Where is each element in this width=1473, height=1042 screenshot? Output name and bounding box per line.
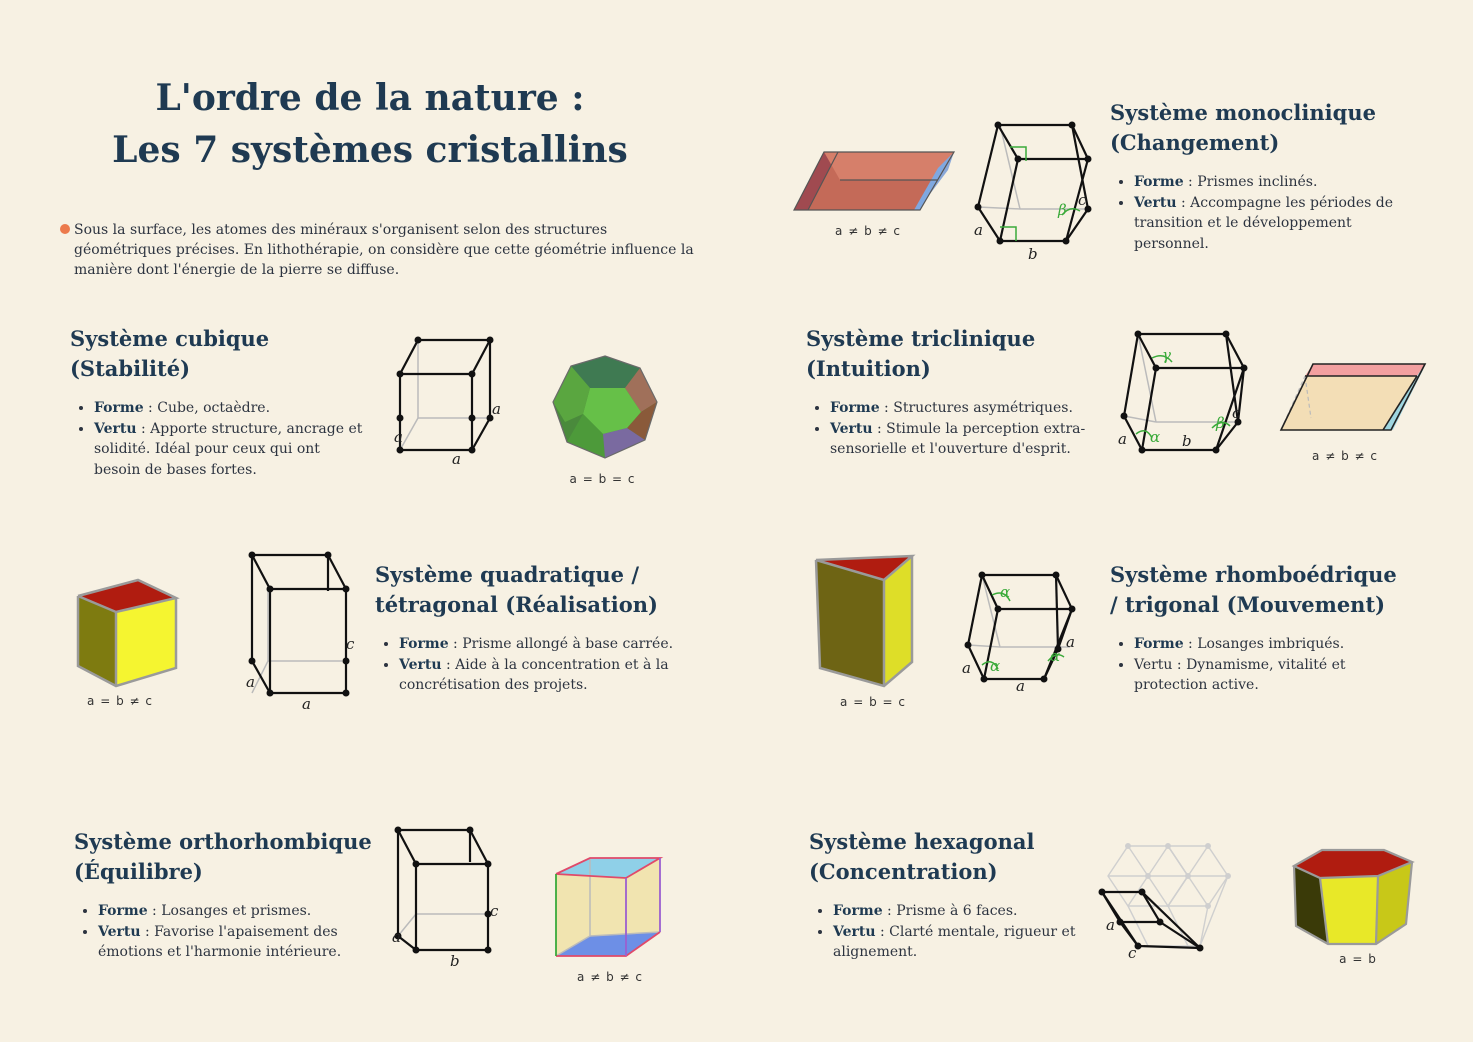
lattice-label: β [1216,414,1225,432]
lattice-label: a [1016,677,1025,695]
property-list [375,634,675,696]
trigonal-prism-crystal [808,550,923,690]
vertu-label: Vertu [98,923,141,940]
forme-label: Forme [1134,636,1184,652]
title-line-1: L'ordre de la nature : [155,77,585,119]
lattice-label: c [1232,404,1241,422]
vertu-value: : Accompagne les périodes de transition et le développement personnel. [1134,194,1394,252]
lattice-label: α [1050,647,1061,665]
section-title: Système quadratique / tétragonal (Réalisation) [375,562,658,617]
orthorhombic-lattice-diagram [388,822,513,972]
bullet-dot-icon [60,224,70,234]
section-monoclinic [1110,98,1410,254]
property-list [809,901,1089,963]
title-line-2: Les 7 systèmes cristallins [112,129,628,171]
vertu-label: Vertu [399,656,442,673]
forme-value: : Losanges imbriqués. [1183,636,1345,652]
property-list [74,901,374,963]
triclinic-prism-crystal [1275,356,1430,438]
cubic-lattice-diagram [388,330,513,465]
forme-label: Forme [94,400,144,416]
list-item [1134,172,1410,193]
lattice-label: a [974,221,983,239]
list-item [94,398,370,419]
list-item [833,901,1089,922]
vertu-label: Vertu [833,923,876,940]
caption: a = b [1339,952,1377,966]
list-item [94,419,370,481]
intro-text: Sous la surface, les atomes des minéraux s'organisent selon des structures géométriques précises. En lithothérapie, on considère que cette géométrie influence la manière dont l'énergie de la pierre se diffuse. [74,222,694,278]
rhombohedral-lattice-diagram [960,565,1085,695]
section-tetragonal [375,560,675,696]
forme-value: : Structures asymétriques. [879,400,1073,416]
vertu-label: Vertu [1134,656,1173,673]
lattice-label: γ [1162,346,1171,364]
vertu-value: : Stimule la perception extra-sensorielle et l'ouverture d'esprit. [830,420,1086,457]
orthorhombic-prism-crystal [548,850,666,965]
section-hexagonal [809,827,1089,963]
section-title: Système cubique (Stabilité) [70,326,270,381]
vertu-value: : Dynamisme, vitalité et protection active. [1134,656,1346,693]
lattice-label: b [450,952,460,970]
vertu-value: : Aide à la concentration et à la concrétisation des projets. [399,656,669,693]
list-item [833,922,1089,963]
intro-paragraph [60,220,694,280]
forme-value: : Prisme allongé à base carrée. [448,636,674,652]
page-title [60,72,680,176]
forme-value: : Prismes inclinés. [1183,174,1318,190]
lattice-label: a [392,928,401,946]
lattice-label: c [490,902,499,920]
lattice-label: α [990,657,1001,675]
vertu-label: Vertu [830,420,873,437]
lattice-label: a [1066,633,1075,651]
vertu-label: Vertu [1134,194,1177,211]
list-item [98,922,374,963]
monoclinic-lattice-diagram [970,115,1100,265]
forme-label: Forme [399,636,449,652]
lattice-label: a [246,673,255,691]
forme-label: Forme [1134,174,1184,190]
vertu-value: : Favorise l'apaisement des émotions et l'harmonie intérieure. [98,923,342,960]
vertu-value: : Clarté mentale, rigueur et alignement. [833,923,1076,960]
caption: a = b = c [840,695,906,709]
section-title: Système hexagonal (Concentration) [809,829,1035,884]
forme-label: Forme [833,903,883,919]
section-title: Système orthorhombique (Équilibre) [74,829,372,884]
hexagonal-lattice-diagram [1098,836,1238,966]
lattice-label: α [1000,583,1011,601]
monoclinic-prism-crystal [788,140,958,220]
caption: a = b ≠ c [87,694,153,708]
property-list [1110,634,1410,696]
tetragonal-lattice-diagram [240,545,365,715]
forme-value: : Cube, octaèdre. [143,400,271,416]
caption: a ≠ b ≠ c [1312,449,1378,463]
lattice-label: b [1028,245,1038,263]
forme-value: : Losanges et prismes. [147,903,312,919]
forme-value: : Prisme à 6 faces. [882,903,1018,919]
lattice-label: b [1182,432,1192,450]
section-triclinic [806,324,1096,460]
tetragonal-cube-crystal [66,574,184,692]
section-cubic [70,324,370,480]
section-orthorhombic [74,827,374,963]
caption: a ≠ b ≠ c [835,224,901,238]
lattice-label: a [1118,430,1127,448]
triclinic-lattice-diagram [1112,322,1252,462]
dodecahedron-crystal [545,350,665,465]
property-list [1110,172,1410,254]
list-item [830,398,1096,419]
lattice-label: a [962,659,971,677]
list-item [1134,634,1410,655]
section-rhombohedral [1110,560,1410,696]
list-item [98,901,374,922]
hexagonal-prism-crystal [1288,846,1418,950]
lattice-label: c [1078,191,1087,209]
lattice-label: β [1058,201,1067,219]
property-list [806,398,1096,460]
lattice-label: a [394,428,403,446]
list-item [1134,655,1410,696]
vertu-value: : Apporte structure, ancrage et solidité. Idéal pour ceux qui ont besoin de bases fortes. [94,420,363,478]
lattice-label: a [452,450,461,465]
list-item [399,655,675,696]
lattice-label: α [1150,428,1161,446]
caption: a ≠ b ≠ c [577,970,643,984]
lattice-label: c [1128,944,1137,962]
section-title: Système rhomboédrique / trigonal (Mouvement) [1110,562,1397,617]
lattice-label: a [492,400,501,418]
lattice-label: c [346,635,355,653]
list-item [830,419,1096,460]
section-title: Système monoclinique (Changement) [1110,100,1376,155]
section-title: Système triclinique (Intuition) [806,326,1036,381]
forme-label: Forme [98,903,148,919]
vertu-label: Vertu [94,420,137,437]
forme-label: Forme [830,400,880,416]
property-list [70,398,370,480]
caption: a = b = c [569,472,636,486]
lattice-label: a [302,695,311,713]
lattice-label: a [1106,916,1115,934]
list-item [1134,193,1410,255]
list-item [399,634,675,655]
